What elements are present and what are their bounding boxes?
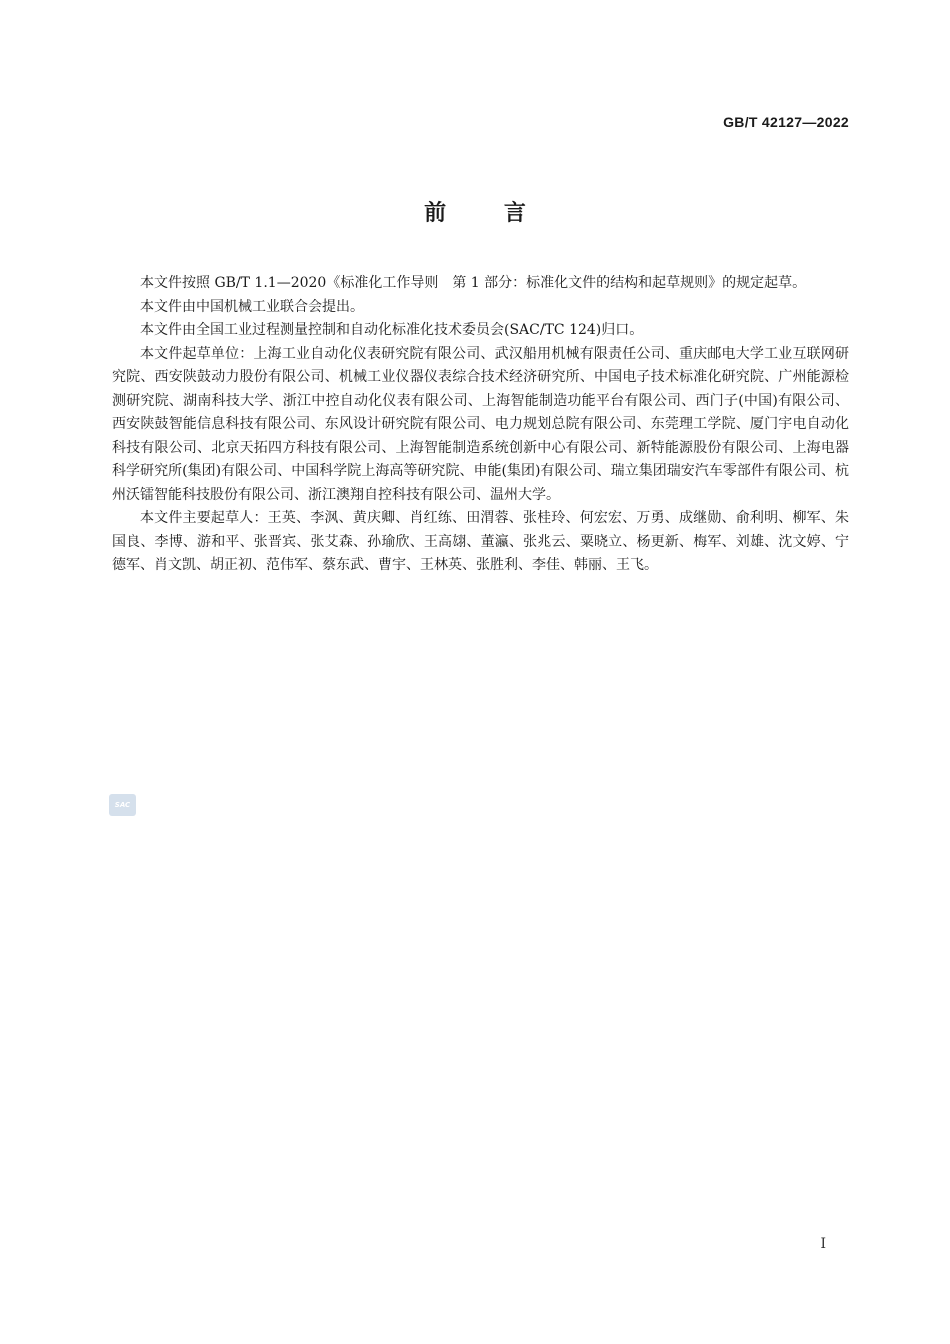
paragraph-drafting-rules: 本文件按照 GB/T 1.1—2020《标准化工作导则 第 1 部分：标准化文件的结构和起草规则》的规定起草。 xyxy=(140,275,807,291)
sac-watermark-logo: SAC xyxy=(109,794,136,816)
paragraph-drafters: 本文件主要起草人：王英、李沨、黄庆卿、肖红练、田渭蓉、张桂玲、何宏宏、万勇、成继勋、俞利明、柳军、朱国良、李博、游和平、张晋宾、张艾森、孙瑜欣、王高翃、董瀛、张兆云、粟晓立、杨更新、梅军、刘雄、沈文婷、宁德军、肖文凯、胡正初、范伟军、蔡东武、曹宇、王林英、张胜利、李佳、韩丽、王飞。 xyxy=(112,510,849,573)
document-body xyxy=(112,272,849,578)
page-number: I xyxy=(820,1236,826,1252)
paragraph-drafting-units: 本文件起草单位：上海工业自动化仪表研究院有限公司、武汉船用机械有限责任公司、重庆邮电大学工业互联网研究院、西安陕鼓动力股份有限公司、机械工业仪器仪表综合技术经济研究所、中国电子技术标准化研究院、广州能源检测研究院、湖南科技大学、浙江中控自动化仪表有限公司、上海智能制造功能平台有限公司、西门子(中国)有限公司、西安陕鼓智能信息科技有限公司、东风设计研究院有限公司、电力规划总院有限公司、东莞理工学院、厦门宇电自动化科技有限公司、北京天拓四方科技有限公司、上海智能制造系统创新中心有限公司、新特能源股份有限公司、上海电器科学研究所(集团)有限公司、中国科学院上海高等研究院、申能(集团)有限公司、瑞立集团瑞安汽车零部件有限公司、杭州沃镭智能科技股份有限公司、浙江澳翔自控科技有限公司、温州大学。 xyxy=(112,345,849,503)
paragraph-proposer: 本文件由中国机械工业联合会提出。 xyxy=(140,298,364,315)
page-title: 前 言 xyxy=(424,201,526,226)
standard-code: GB/T 42127—2022 xyxy=(723,114,849,130)
paragraph-committee: 本文件由全国工业过程测量控制和自动化标准化技术委员会(SAC/TC 124)归口。 xyxy=(140,322,644,338)
